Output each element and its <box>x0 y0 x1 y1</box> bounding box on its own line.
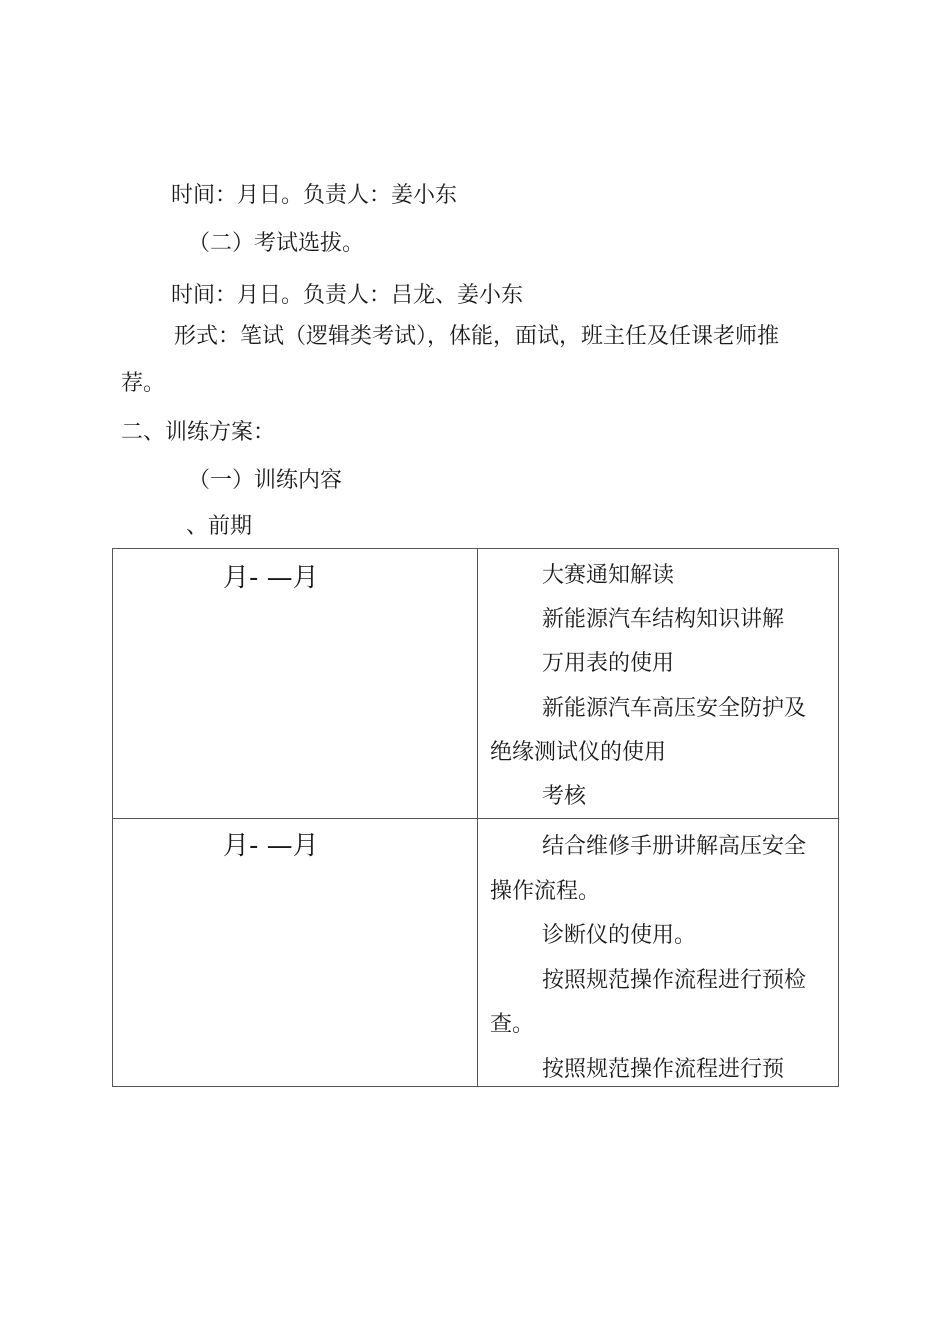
period-cell: 月- —月 <box>223 831 319 861</box>
table-row <box>113 819 840 1087</box>
section-exam-selection: （二）考试选拔。 <box>188 231 365 256</box>
content-item: 绝缘测试仪的使用 <box>490 740 667 765</box>
content-item: 按照规范操作流程进行预 <box>542 1057 785 1082</box>
subheading-training-content: （一）训练内容 <box>188 468 343 493</box>
table-row <box>113 549 840 818</box>
paragraph-time-2: 时间：月日。负责人：吕龙、姜小东 <box>171 283 524 308</box>
paragraph-format: 形式：笔试（逻辑类考试），体能，面试，班主任及任课老师推 <box>174 324 780 349</box>
content-item: 新能源汽车结构知识讲解 <box>542 607 785 632</box>
content-item: 考核 <box>542 784 587 809</box>
content-item: 结合维修手册讲解高压安全 <box>542 834 807 859</box>
heading-training-plan: 二、训练方案： <box>121 420 276 445</box>
paragraph-time-1: 时间：月日。负责人：姜小东 <box>171 183 458 208</box>
content-item: 按照规范操作流程进行预检 <box>542 968 807 993</box>
training-schedule-table <box>112 548 839 1087</box>
content-item: 万用表的使用 <box>542 651 675 676</box>
content-item: 操作流程。 <box>490 879 601 904</box>
content-item: 大赛通知解读 <box>542 563 675 588</box>
content-item: 查。 <box>490 1012 535 1037</box>
paragraph-format-continued: 荐。 <box>121 371 166 396</box>
period-cell: 月- —月 <box>223 563 319 593</box>
subheading-early-stage: 、前期 <box>186 514 253 539</box>
content-item: 诊断仪的使用。 <box>542 923 697 948</box>
content-item: 新能源汽车高压安全防护及 <box>542 696 807 721</box>
